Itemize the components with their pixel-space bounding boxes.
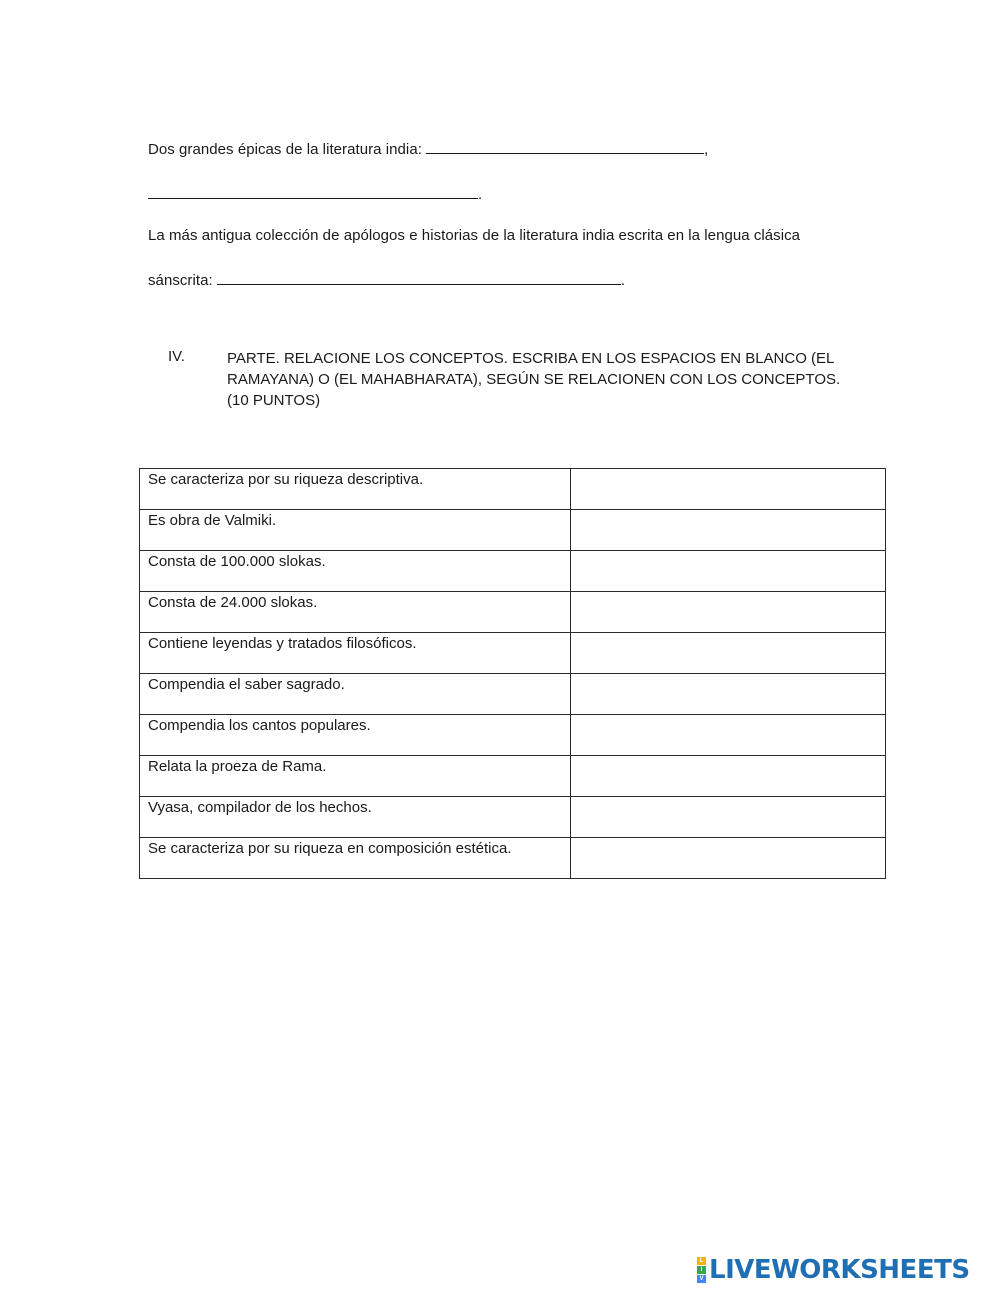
table-row	[140, 756, 886, 797]
sanskrit-collection-blank[interactable]	[217, 270, 621, 285]
concept-cell: Consta de 24.000 slokas.	[140, 592, 571, 633]
answer-cell[interactable]	[571, 510, 886, 551]
answer-cell[interactable]	[571, 715, 886, 756]
concept-cell: Compendia los cantos populares.	[140, 715, 571, 756]
table-row	[140, 469, 886, 510]
answer-cell[interactable]	[571, 633, 886, 674]
logo-letter-v: V	[697, 1275, 706, 1283]
concept-cell: Relata la proeza de Rama.	[140, 756, 571, 797]
sanskrit-question	[148, 270, 625, 289]
table-row	[140, 592, 886, 633]
section-title: PARTE. RELACIONE LOS CONCEPTOS. ESCRIBA EN LOS ESPACIOS EN BLANCO (EL RAMAYANA) O (EL MAHABHARATA), SEGÚN SE RELACIONEN CON LOS CONCEPTOS. (10 PUNTOS)	[227, 350, 841, 409]
epic-two-line	[148, 184, 482, 203]
answer-cell[interactable]	[571, 797, 886, 838]
concept-cell: Consta de 100.000 slokas.	[140, 551, 571, 592]
concept-cell: Compendia el saber sagrado.	[140, 674, 571, 715]
table-row	[140, 551, 886, 592]
table-row	[140, 674, 886, 715]
logo-text: LIVEWORKSHEETS	[709, 1255, 970, 1285]
answer-cell[interactable]	[571, 551, 886, 592]
table-row	[140, 510, 886, 551]
liveworksheets-logo-icon	[697, 1257, 706, 1283]
epic-two-blank[interactable]	[148, 184, 478, 199]
table-row	[140, 797, 886, 838]
epics-separator: ,	[704, 141, 709, 158]
section-number: IV.	[168, 348, 185, 365]
sanskrit-end: .	[620, 272, 626, 289]
concepts-table	[139, 468, 886, 879]
concept-cell: Contiene leyendas y tratados filosóficos.	[140, 633, 571, 674]
epics-end: .	[478, 186, 483, 203]
table-row	[140, 633, 886, 674]
answer-cell[interactable]	[571, 469, 886, 510]
logo-letter-l: L	[697, 1257, 706, 1265]
logo-letter-i: I	[697, 1266, 706, 1274]
table-row	[140, 838, 886, 879]
epics-prompt: Dos grandes épicas de la literatura india:	[148, 141, 427, 158]
sanskrit-prompt: sánscrita:	[148, 272, 217, 289]
concept-cell: Se caracteriza por su riqueza descriptiva.	[140, 469, 571, 510]
concept-cell: Se caracteriza por su riqueza en composición estética.	[140, 838, 571, 879]
epics-question	[148, 139, 708, 158]
collection-question: La más antigua colección de apólogos e historias de la literatura india escrita en la lengua clásica	[148, 227, 801, 244]
answer-cell[interactable]	[571, 674, 886, 715]
concept-cell: Vyasa, compilador de los hechos.	[140, 797, 571, 838]
answer-cell[interactable]	[571, 838, 886, 879]
concept-cell: Es obra de Valmiki.	[140, 510, 571, 551]
epic-one-blank[interactable]	[426, 139, 704, 154]
liveworksheets-logo[interactable]	[697, 1254, 970, 1286]
table-row	[140, 715, 886, 756]
answer-cell[interactable]	[571, 592, 886, 633]
answer-cell[interactable]	[571, 756, 886, 797]
